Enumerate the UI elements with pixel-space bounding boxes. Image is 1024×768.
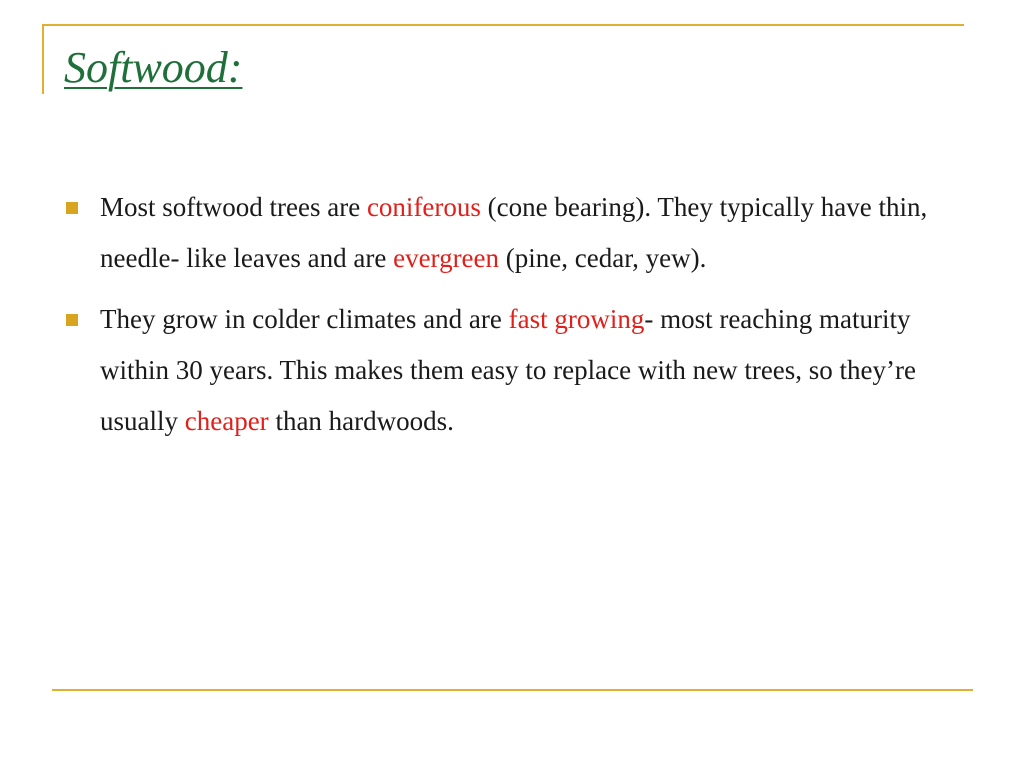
bullet-text [100, 192, 927, 273]
text-segment: Most softwood trees are [100, 192, 367, 222]
square-bullet-icon [66, 202, 78, 214]
frame-left-rule [42, 24, 44, 94]
text-segment: They grow in colder climates and are [100, 304, 509, 334]
highlight-term: cheaper [184, 406, 269, 436]
slide-title: Softwood: [64, 43, 243, 92]
bullet-item [66, 182, 966, 284]
text-segment: than hardwoods. [268, 406, 454, 436]
bullet-list [66, 182, 966, 457]
square-bullet-icon [66, 314, 78, 326]
highlight-term: coniferous [366, 192, 481, 222]
highlight-term: fast growing [508, 304, 645, 334]
text-segment: (cone bearing). They typically have thin, needle- like leaves and are [100, 192, 928, 273]
frame-top-rule [42, 24, 964, 26]
text-segment: - most reaching maturity within 30 years. This makes them easy to replace with new trees, so they’re usually [100, 304, 917, 436]
bullet-text [100, 304, 916, 436]
bullet-item [66, 294, 966, 447]
frame-bottom-rule [52, 689, 973, 691]
highlight-term: evergreen [393, 243, 500, 273]
text-segment: (pine, cedar, yew). [499, 243, 707, 273]
